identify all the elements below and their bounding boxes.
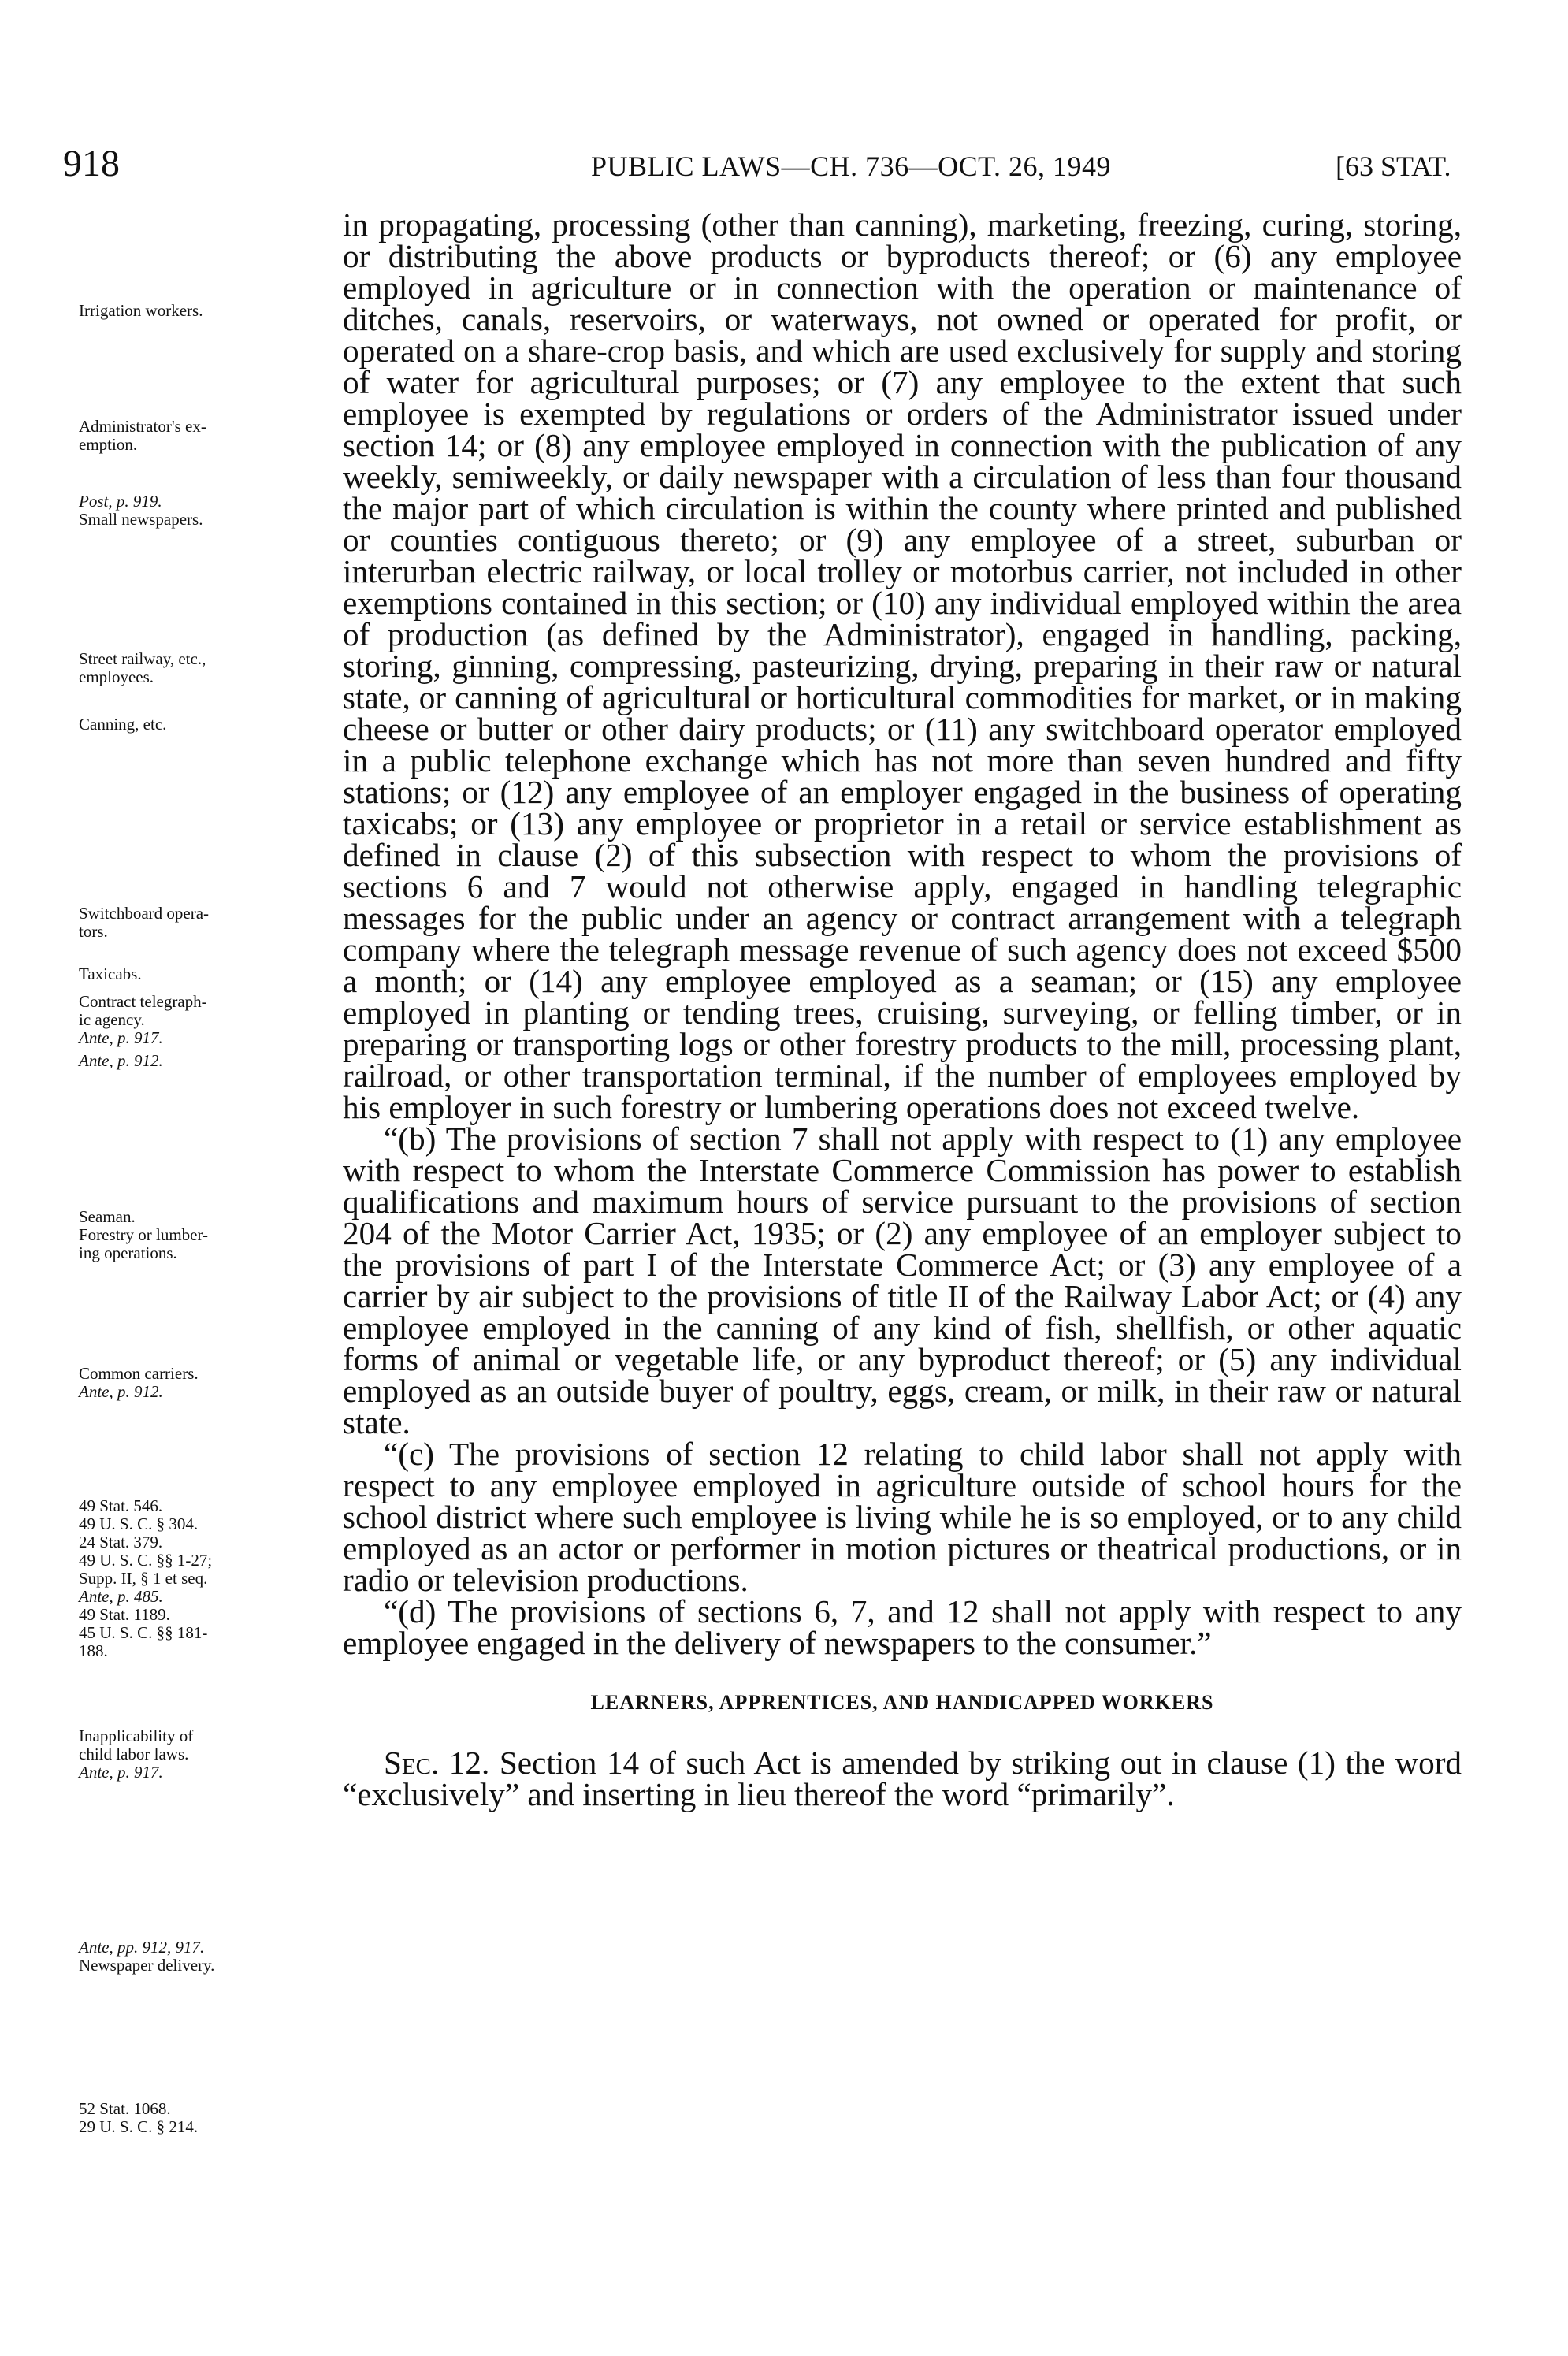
section-heading: LEARNERS, APPRENTICES, AND HANDICAPPED WORKERS [590, 1691, 1214, 1714]
margin-statute-citations: 49 Stat. 546. 49 U. S. C. § 304. 24 Stat. 379. 49 U. S. C. §§ 1-27; Supp. II, § 1 et seq. Ante, p. 485. 49 Stat. 1189. 45 U. S. C. §§ 181- 188. [79, 1496, 213, 1660]
subsection-c-paragraph: “(c) The provisions of section 12 relating to child labor shall not apply with respect to any employee employed in agriculture outside of school hours for the school district where such employee is living while he is so employed, or to any child employed as an actor or performer in motion pictures or theatrical productions, or in radio or television productions. [343, 1436, 1462, 1598]
page-number: 918 [63, 143, 120, 184]
section-12-paragraph [343, 1747, 1462, 1810]
margin-administrators-exemption: Administrator's ex- emption. [79, 417, 206, 454]
margin-seaman-forestry: Seaman. Forestry or lumber- ing operations. [79, 1207, 209, 1262]
body-text [343, 206, 1462, 1812]
margin-taxicabs: Taxicabs. [79, 964, 142, 983]
page-header [0, 142, 1568, 189]
subsection-d-paragraph: “(d) The provisions of sections 6, 7, and 12 shall not apply with respect to any employee engaged in the delivery of newspapers to the consumer.” [343, 1593, 1462, 1661]
margin-sec12-citations: 52 Stat. 1068. 29 U. S. C. § 214. [79, 2099, 199, 2136]
section-12-text: Section 14 of such Act is amended by striking out in clause (1) the word “exclusively” and inserting in lieu thereof the word “primarily”. [343, 1745, 1462, 1812]
subsection-b-paragraph: “(b) The provisions of section 7 shall not apply with respect to (1) any employee with respect to whom the Interstate Commerce Commission has power to establish qualifications and maximum hours of service pursuant to the provisions of section 204 of the Motor Carrier Act, 1935; or (2) any employee of an employer subject to the provisions of part I of the Interstate Commerce Act; or (3) any employee of a carrier by air subject to the provisions of title II of the Railway Labor Act; or (4) any employee employed in the canning of any kind of fish, shellfish, or other aquatic forms of animal or vegetable life, or any byproduct thereof; or (5) any individual employed as an outside buyer of poultry, eggs, cream, or milk, in their raw or natural state. [343, 1120, 1462, 1440]
volume-reference: [63 STAT. [1336, 151, 1451, 182]
margin-small-newspapers: Post, p. 919. Small newspapers. [79, 492, 203, 529]
margin-switchboard-operators: Switchboard opera- tors. [79, 904, 210, 941]
margin-newspaper-delivery: Ante, pp. 912, 917. Newspaper delivery. [79, 1938, 215, 1975]
margin-street-railway: Street railway, etc., employees. [79, 649, 206, 686]
margin-child-labor: Inapplicability of child labor laws. Ante, p. 917. [79, 1726, 194, 1782]
body-paragraph-continuation: in propagating, processing (other than canning), marketing, freezing, curing, storing, or distributing the above products or byproducts thereof; or (6) any employee employed in agriculture or in connection with the operation or maintenance of ditches, canals, reservoirs, or waterways, not owned or operated for profit, or operated on a share-crop basis, and which are used exclusively for supply and storing of water for agricultural purposes; or (7) any employee to the extent that such employee is exempted by regulations or orders of the Administrator issued under section 14; or (8) any employee employed in connection with the publication of any weekly, semiweekly, or daily newspaper with a circulation of less than four thousand the major part of which circulation is within the county where printed and published or counties contiguous thereto; or (9) any employee of a street, suburban or interurban electric railway, or local trolley or motorbus carrier, not included in other exemptions contained in this section; or (10) any individual employed within the area of production (as defined by the Administrator), engaged in handling, packing, storing, ginning, compressing, pasteurizing, drying, preparing in their raw or natural state, or canning of agricultural or horticultural commodities for market, or in making cheese or butter or other dairy products; or (11) any switchboard operator employed in a public telephone exchange which has not more than seven hundred and fifty stations; or (12) any employee of an employer engaged in the business of operating taxicabs; or (13) any employee or proprietor in a retail or service establishment as defined in clause (2) of this subsection with respect to whom the provisions of sections 6 and 7 would not otherwise apply, engaged in handling telegraphic messages for the public under an agency or contract arrangement with a telegraph company where the telegraph message revenue of such agency does not exceed $500 a month; or (14) any employee employed as a seaman; or (15) any employee employed in planting or tending trees, cruising, surveying, or felling timber, or in preparing or transporting logs or other forestry products to the mill, processing plant, railroad, or other transportation terminal, if the number of employees employed by his employer in such forestry or lumbering operations does not exceed twelve. [343, 206, 1462, 1125]
running-head: PUBLIC LAWS—CH. 736—OCT. 26, 1949 [591, 151, 1111, 182]
margin-canning: Canning, etc. [79, 715, 167, 734]
margin-common-carriers: Common carriers. Ante, p. 912. [79, 1364, 199, 1401]
section-12-label: Sec. 12. [384, 1745, 490, 1781]
margin-contract-telegraphic: Contract telegraph- ic agency. Ante, p. 917. Ante, p. 912. [79, 992, 207, 1070]
margin-irrigation-workers: Irrigation workers. [79, 301, 203, 320]
